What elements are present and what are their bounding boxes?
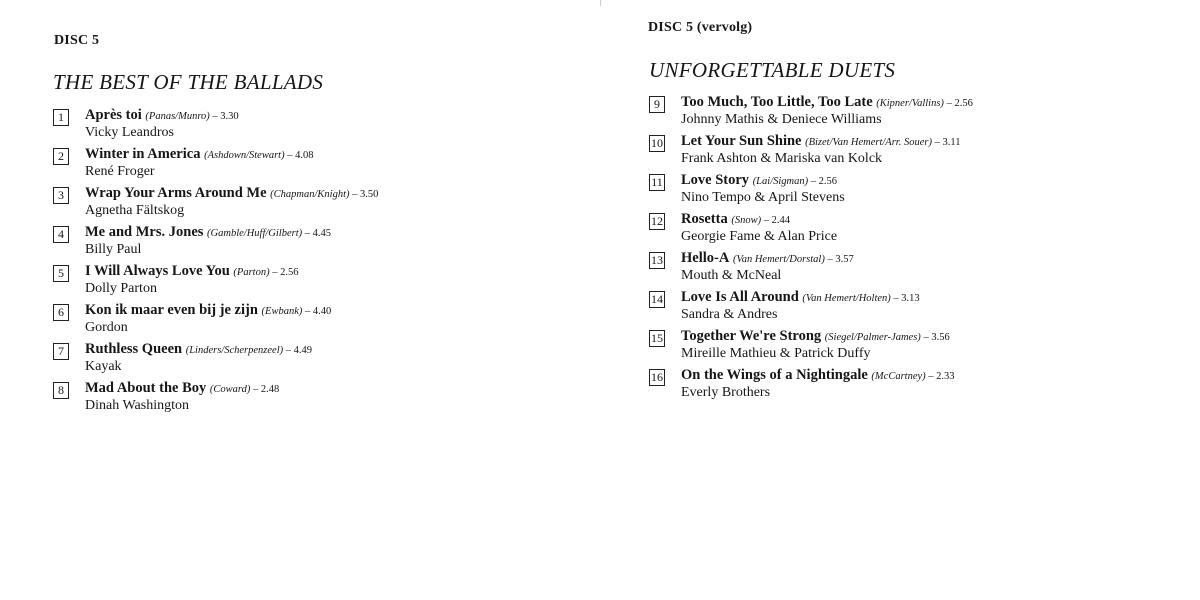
- track-item: [53, 263, 378, 302]
- track-artist: Frank Ashton & Mariska van Kolck: [681, 151, 883, 166]
- track-number: 11: [649, 174, 665, 191]
- disc-label: DISC 5: [54, 33, 100, 48]
- track-title: Winter in America: [85, 146, 201, 162]
- track-number: 5: [53, 265, 69, 282]
- track-duration: – 3.11: [931, 137, 961, 148]
- track-title: Kon ik maar even bij je zijn: [85, 302, 258, 318]
- track-artist: Nino Tempo & April Stevens: [681, 190, 845, 205]
- track-item: [53, 107, 378, 146]
- track-title: Let Your Sun Shine: [681, 133, 802, 149]
- track-number: 10: [651, 136, 663, 150]
- track-artist: Dinah Washington: [85, 398, 189, 413]
- track-artist: Mireille Mathieu & Patrick Duffy: [681, 346, 871, 361]
- track-credits: (Snow): [731, 215, 762, 226]
- track-credits: (Coward): [209, 384, 251, 395]
- track-title: Wrap Your Arms Around Me: [85, 185, 267, 201]
- track-duration: – 3.57: [824, 254, 854, 265]
- track-number: 16: [651, 370, 663, 384]
- track-number: 13: [651, 253, 663, 267]
- track-number: 15: [651, 331, 663, 345]
- track-title: Ruthless Queen: [85, 341, 183, 357]
- track-title: On the Wings of a Nightingale: [681, 367, 868, 383]
- track-credits: (Van Hemert/Dorstal): [732, 254, 825, 265]
- track-number: 12: [651, 214, 663, 228]
- track-duration: – 2.56: [269, 267, 299, 278]
- track-artist: Johnny Mathis & Deniece Williams: [681, 112, 882, 127]
- track-item: [53, 146, 378, 185]
- track-title: Mad About the Boy: [85, 380, 207, 396]
- track-credits: (Gamble/Huff/Gilbert): [207, 228, 303, 239]
- track-title: Together We're Strong: [681, 328, 822, 344]
- track-credits: (Siegel/Palmer-James): [824, 332, 921, 343]
- track-credits: (Ewbank): [261, 306, 303, 317]
- track-duration: – 3.50: [349, 189, 379, 200]
- track-credits: (Kipner/Vallins): [876, 98, 944, 109]
- track-number: 4: [53, 226, 69, 243]
- track-duration: – 3.13: [890, 293, 920, 304]
- track-item: [649, 172, 973, 211]
- track-number: 1: [53, 109, 69, 126]
- track-credits: (Panas/Munro): [145, 111, 210, 122]
- track-title: Too Much, Too Little, Too Late: [681, 94, 873, 110]
- section-title: THE BEST OF THE BALLADS: [53, 70, 324, 94]
- track-list: [649, 94, 973, 406]
- track-item: [649, 133, 973, 172]
- track-item: [649, 328, 973, 367]
- track-title: Love Is All Around: [681, 289, 799, 305]
- track-duration: – 4.40: [302, 306, 332, 317]
- right-panel: [600, 0, 1200, 600]
- track-duration: – 2.44: [761, 215, 790, 226]
- track-artist: Gordon: [85, 320, 128, 335]
- track-item: [53, 302, 378, 341]
- track-title: Love Story: [681, 172, 750, 188]
- track-artist: Dolly Parton: [85, 281, 157, 296]
- disc-label: DISC 5 (vervolg): [648, 20, 753, 35]
- track-number: 8: [53, 382, 69, 399]
- track-artist: René Froger: [85, 164, 155, 179]
- track-duration: – 2.56: [943, 98, 973, 109]
- track-artist: Sandra & Andres: [681, 307, 778, 322]
- track-item: [649, 94, 973, 133]
- track-number: 3: [53, 187, 69, 204]
- track-credits: (Chapman/Knight): [270, 189, 350, 200]
- track-duration: – 4.49: [283, 345, 312, 356]
- track-title: Rosetta: [681, 211, 728, 227]
- track-title: I Will Always Love You: [85, 263, 230, 279]
- track-item: [53, 380, 378, 419]
- track-artist: Mouth & McNeal: [681, 268, 782, 283]
- track-duration: – 4.08: [284, 150, 314, 161]
- track-title: Me and Mrs. Jones: [85, 224, 204, 240]
- track-duration: – 3.30: [209, 111, 239, 122]
- track-credits: (Van Hemert/Holten): [802, 293, 891, 304]
- track-credits: (Parton): [233, 267, 270, 278]
- track-artist: Kayak: [85, 359, 122, 374]
- track-artist: Vicky Leandros: [85, 125, 174, 140]
- track-item: [53, 185, 378, 224]
- track-list: [53, 107, 378, 419]
- track-item: [649, 289, 973, 328]
- track-artist: Billy Paul: [85, 242, 142, 257]
- track-credits: (Bizet/Van Hemert/Arr. Souer): [805, 137, 932, 148]
- track-credits: (Lai/Sigman): [752, 176, 809, 187]
- track-artist: Agnetha Fältskog: [85, 203, 185, 218]
- track-duration: – 4.45: [302, 228, 331, 239]
- track-artist: Georgie Fame & Alan Price: [681, 229, 838, 244]
- track-credits: (Linders/Scherpenzeel): [185, 345, 284, 356]
- track-number: 9: [649, 96, 665, 113]
- track-item: [53, 341, 378, 380]
- track-item: [649, 211, 973, 250]
- track-item: [649, 250, 973, 289]
- track-duration: – 2.56: [808, 176, 837, 187]
- track-credits: (Ashdown/Stewart): [204, 150, 285, 161]
- track-title: Après toi: [85, 107, 142, 123]
- track-artist: Everly Brothers: [681, 385, 771, 400]
- track-duration: – 3.56: [920, 332, 950, 343]
- track-number: 6: [53, 304, 69, 321]
- track-number: 7: [53, 343, 69, 360]
- track-item: [649, 367, 973, 406]
- track-number: 14: [651, 292, 663, 306]
- track-duration: – 2.33: [925, 371, 955, 382]
- track-number: 2: [53, 148, 69, 165]
- track-item: [53, 224, 378, 263]
- section-title: UNFORGETTABLE DUETS: [649, 58, 896, 82]
- track-credits: (McCartney): [871, 371, 926, 382]
- track-title: Hello-A: [681, 250, 730, 266]
- track-duration: – 2.48: [250, 384, 280, 395]
